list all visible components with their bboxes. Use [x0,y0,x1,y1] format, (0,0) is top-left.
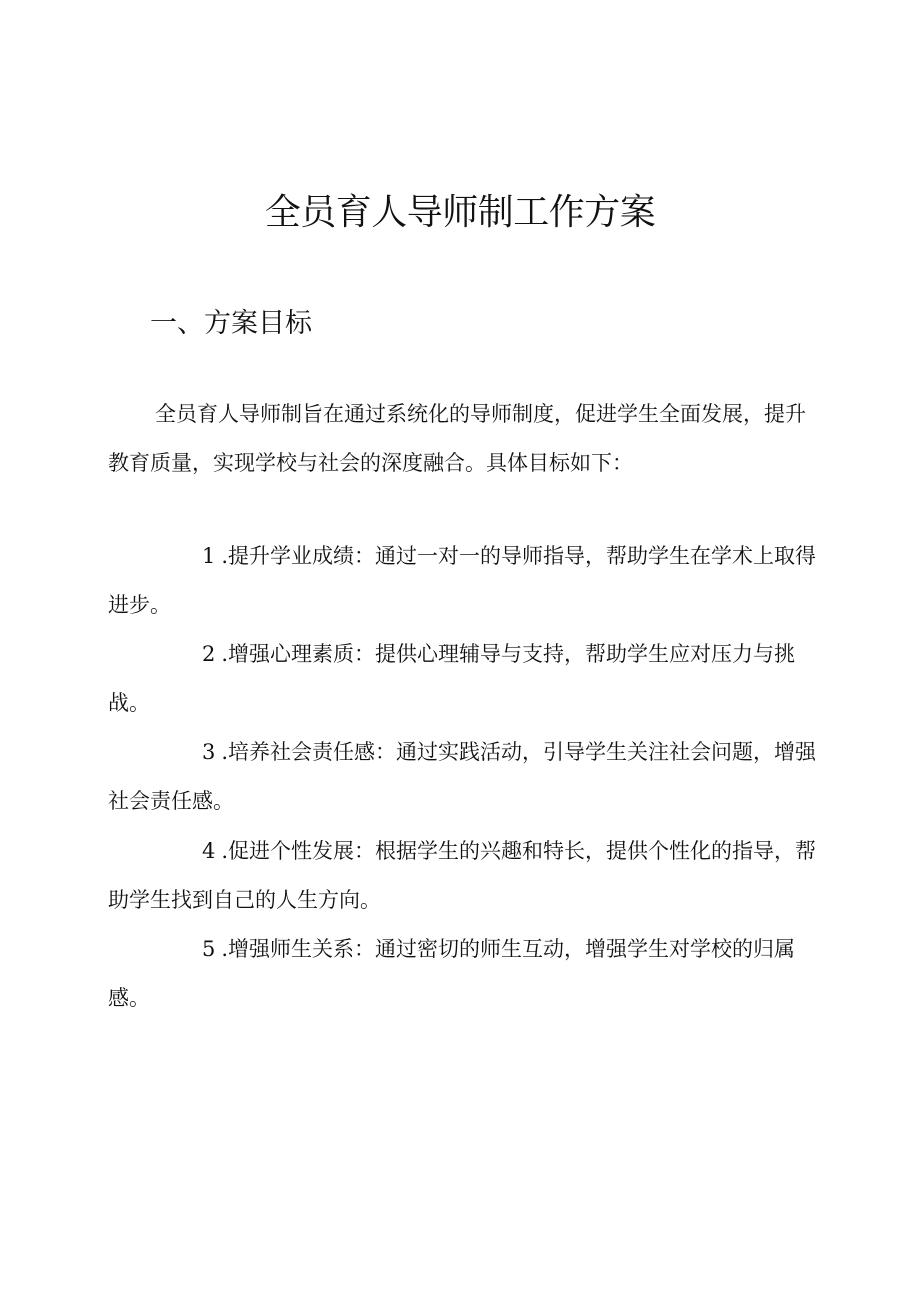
goal-item-1 [108,532,820,630]
goal-item-number: 4 [202,839,216,863]
goal-item-number: 3 [202,740,216,764]
goal-item-text: .提升学业成绩：通过一对一的导师指导，帮助学生在学术上取得进步。 [108,544,817,617]
goal-item-text: .促进个性发展：根据学生的兴趣和特长，提供个性化的指导，帮助学生找到自己的人生方向。 [108,839,817,912]
goal-item-2 [108,630,820,728]
document-title: 全员育人导师制工作方案 [264,192,656,233]
section-heading-goals: 一、方案目标 [150,308,312,339]
goal-item-number: 5 [202,937,216,961]
goal-item-text: .增强师生关系：通过密切的师生互动，增强学生对学校的归属感。 [108,937,796,1010]
intro-paragraph: 全员育人导师制旨在通过系统化的导师制度，促进学生全面发展，提升教育质量，实现学校与社会的深度融合。具体目标如下： [108,402,806,475]
goal-item-5 [108,925,820,1023]
goal-item-text: .增强心理素质：提供心理辅导与支持，帮助学生应对压力与挑战。 [108,642,796,715]
goal-item-number: 2 [202,642,216,666]
goal-item-3 [108,728,820,826]
goal-item-4 [108,827,820,925]
goal-item-number: 1 [202,544,216,568]
goal-item-text: .培养社会责任感：通过实践活动，引导学生关注社会问题，增强社会责任感。 [108,740,817,813]
